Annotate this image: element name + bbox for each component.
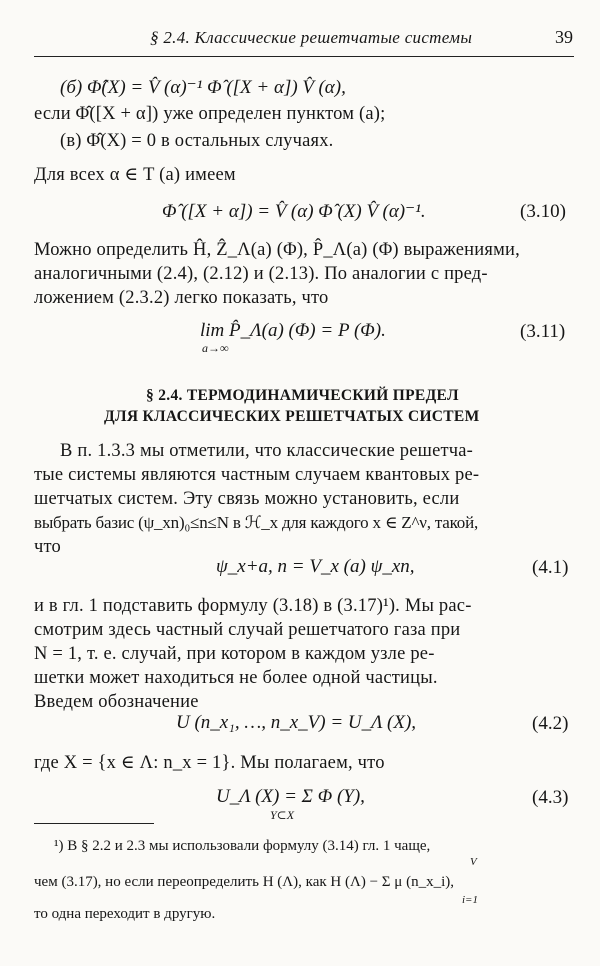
body-line: тые системы являются частным случаем квантовых ре- <box>34 465 480 485</box>
footnote-sum-lower: i=1 <box>462 894 478 906</box>
case-a-reference-line: если Φ̂([X + α]) уже определен пунктом (а); <box>34 104 386 124</box>
equation-3-10: Φ̂ ([X + α]) = V̂ (α) Φ̂ (X) V̂ (α)⁻¹. <box>162 201 426 222</box>
footnote-line: ¹) В § 2.2 и 2.3 мы использовали формулу (3.14) гл. 1 чаще, <box>54 838 431 854</box>
footnote-rule <box>34 823 154 824</box>
body-line: N = 1, т. е. случай, при котором в каждом узле ре- <box>34 644 435 664</box>
equation-number-4-1: (4.1) <box>532 557 569 578</box>
sum-subscript: Y⊂X <box>270 808 295 822</box>
equation-4-2: U (n_x₁, …, n_x_V) = U_Λ (X), <box>176 712 417 733</box>
body-line: В п. 1.3.3 мы отметили, что классические решетча- <box>60 441 474 461</box>
page-number: 39 <box>555 27 573 47</box>
equation-4-3: U_Λ (X) = Σ Φ (Y), <box>216 786 365 807</box>
equation-number-3-11: (3.11) <box>520 321 566 342</box>
for-all-line: Для всех α ∈ T (a) имеем <box>34 165 236 185</box>
body-line: и в гл. 1 подставить формулу (3.18) в (3.17)¹). Мы рас- <box>34 596 472 616</box>
body-line: выбрать базис (ψ_xn)₀≤n≤N в ℋ_x для каждого x ∈ Z^ν, такой, <box>34 513 479 532</box>
equation-3-11: lim P̂_Λ(a) (Φ) = P (Φ). <box>200 320 386 341</box>
section-heading-line-1: § 2.4. ТЕРМОДИНАМИЧЕСКИЙ ПРЕДЕЛ <box>146 387 459 404</box>
body-line: Введем обозначение <box>34 692 199 712</box>
equation-number-4-3: (4.3) <box>532 787 569 808</box>
body-line: шетки может находиться не более одной частицы. <box>34 668 438 688</box>
body-line: шетчатых систем. Эту связь можно установить, если <box>34 489 460 509</box>
section-heading-line-2: ДЛЯ КЛАССИЧЕСКИХ РЕШЕТЧАТЫХ СИСТЕМ <box>104 408 480 425</box>
header-rule <box>34 56 574 57</box>
paragraph-line: ложением (2.3.2) легко показать, что <box>34 288 329 308</box>
footnote-line: чем (3.17), но если переопределить H (Λ), как H (Λ) − Σ μ (n_x_i), <box>34 874 454 890</box>
body-line: что <box>34 537 61 557</box>
equation-number-4-2: (4.2) <box>532 713 569 734</box>
paragraph-line: Можно определить Ĥ, Ẑ_Λ(a) (Φ), P̂_Λ(a) (Φ) выражениями, <box>34 240 520 260</box>
paragraph-line: аналогичными (2.4), (2.12) и (2.13). По аналогии с пред- <box>34 264 488 284</box>
body-line: смотрим здесь частный случай решетчатого газа при <box>34 620 461 640</box>
case-b-line: (б) Φ̂(X) = V̂ (α)⁻¹ Φ̂ ([X + α]) V̂ (α), <box>60 77 346 98</box>
equation-4-1: ψ_x+a, n = V_x (a) ψ_xn, <box>216 556 415 577</box>
equation-number-3-10: (3.10) <box>520 201 566 222</box>
footnote-line: то одна переходит в другую. <box>34 906 216 922</box>
case-c-line: (в) Φ̂(X) = 0 в остальных случаях. <box>60 131 334 151</box>
running-head: § 2.4. Классические решетчатые системы <box>150 28 473 47</box>
footnote-sum-upper: V <box>470 856 477 868</box>
limit-subscript: a→∞ <box>202 341 229 355</box>
body-line: где X = {x ∈ Λ: n_x = 1}. Мы полагаем, что <box>34 753 385 773</box>
